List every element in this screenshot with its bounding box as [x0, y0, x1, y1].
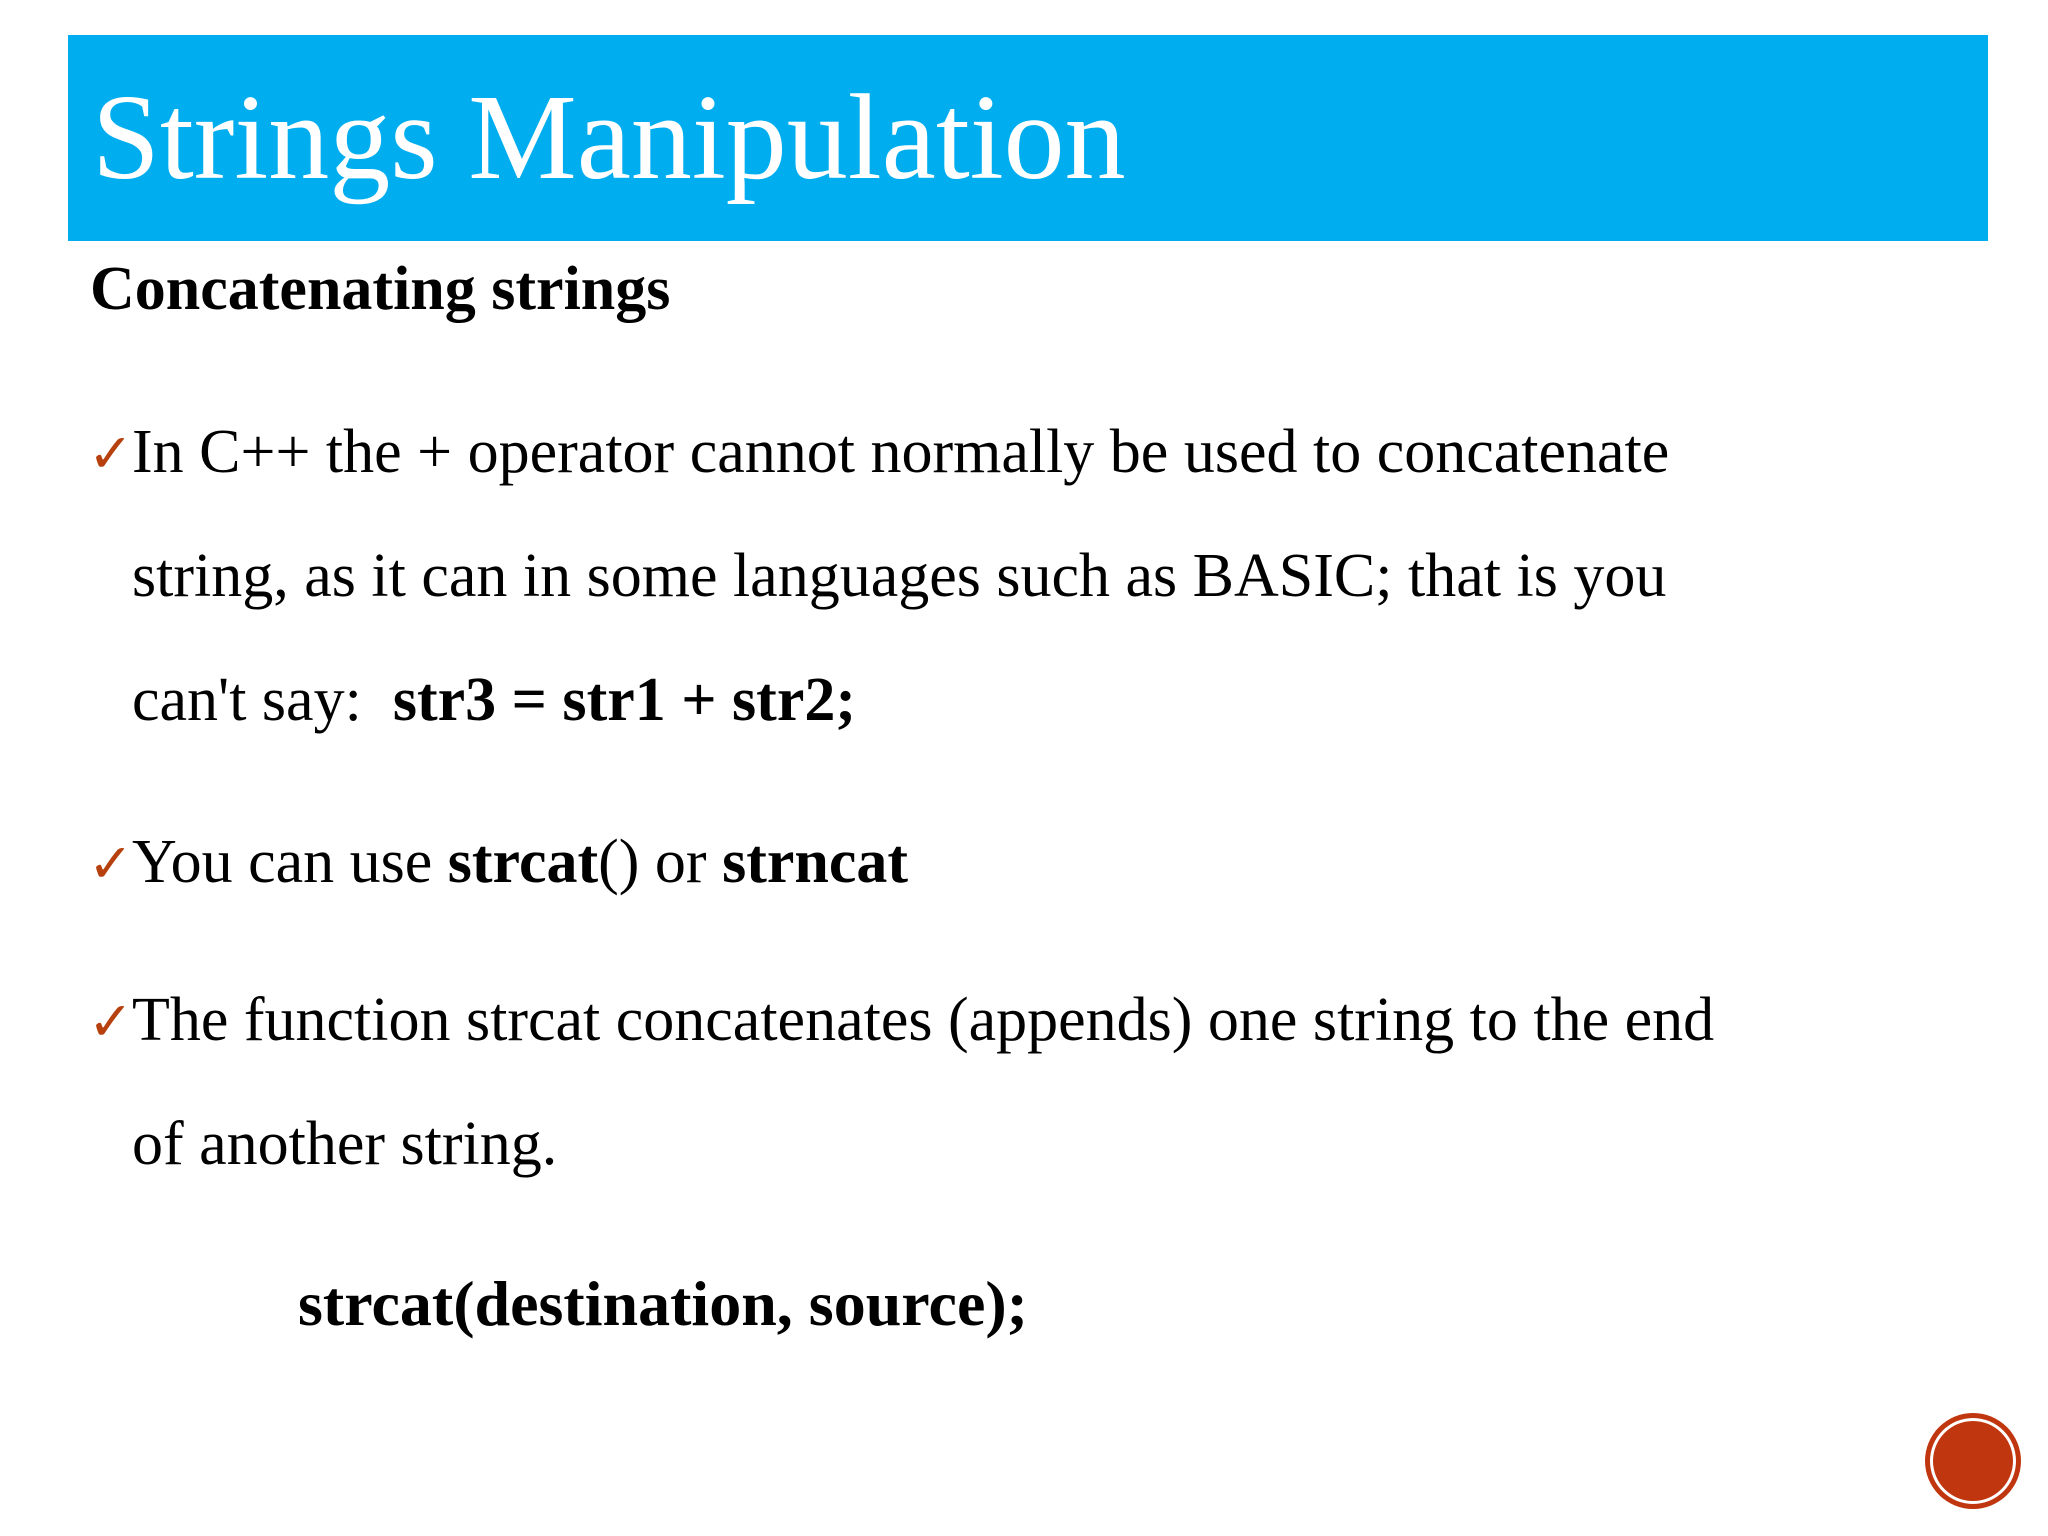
bullet-3-line-2 [88, 1108, 1968, 1232]
slide-title: Strings Manipulation [92, 70, 1126, 205]
bullet-1-line-2 [88, 540, 1968, 664]
code-example: strcat(destination, source); [298, 1268, 1028, 1339]
bullet-3-text-1: The function strcat concatenates (appends) one string to the end [132, 986, 1715, 1054]
check-icon: ✓ [88, 422, 134, 485]
bullet-1-text-1: In C++ the + operator cannot normally be used to concatenate [132, 418, 1670, 486]
bullet-item-2 [88, 826, 1968, 950]
bullet-2-fn-strcat: strcat [447, 828, 599, 896]
bullet-1-line-3 [88, 664, 1968, 788]
bullet-2-mid: () or [598, 828, 723, 896]
next-slide-button[interactable] [1930, 1418, 2016, 1504]
bullet-item-1 [88, 416, 1968, 788]
bullet-3-text-2: of another string. [132, 1110, 558, 1178]
bullet-1-text-3: can't say: [132, 666, 393, 734]
bullet-2-prefix: You can use [132, 828, 448, 896]
check-icon: ✓ [88, 990, 134, 1053]
bullet-1-code: str3 = str1 + str2; [392, 666, 856, 734]
section-subheading: Concatenating strings [90, 255, 671, 323]
bullet-1-text-2: string, as it can in some languages such as BASIC; that is you [132, 542, 1667, 610]
check-icon: ✓ [88, 832, 134, 895]
bullet-1-line-1 [88, 416, 1968, 540]
bullet-3-line-1 [88, 984, 1968, 1108]
bullet-2-fn-strncat: strncat [722, 828, 909, 896]
title-bar [68, 35, 1988, 241]
bullet-item-3 [88, 984, 1968, 1232]
bullet-2-line-1 [88, 826, 1968, 950]
